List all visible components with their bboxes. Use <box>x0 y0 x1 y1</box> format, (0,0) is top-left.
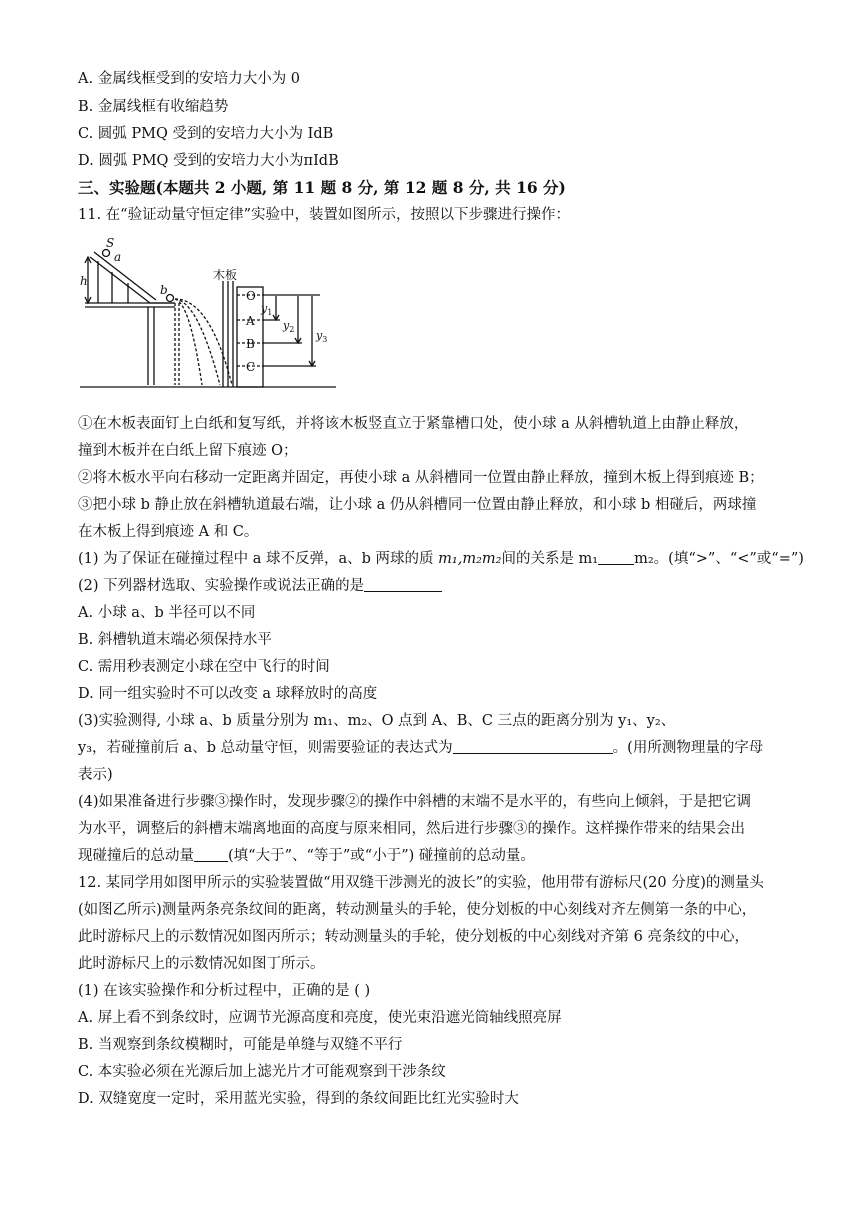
q12-part1-option-c: C. 本实验必须在光源后加上滤光片才可能观察到干涉条纹 <box>78 1064 446 1080</box>
q11-part1-mass: m₁,m₂m₂ <box>438 551 502 567</box>
q11-part4-b: 为水平，调整后的斜槽末端离地面的高度与原来相同，然后进行步骤③的操作。这样操作带来的结果会出 <box>78 821 745 837</box>
q12-part1-option-d: D. 双缝宽度一定时，采用蓝光实验，得到的条纹间距比红光实验时大 <box>78 1091 519 1107</box>
q11-part4-c-post: (填“大于”、“等于”或“小于”) 碰撞前的总动量。 <box>228 848 535 864</box>
q11-step1-a: ①在木板表面钉上白纸和复写纸，并将该木板竖直立于紧靠槽口处，使小球 a 从斜槽轨道上由静止释放， <box>78 416 749 432</box>
fig-label-a: a <box>114 250 122 264</box>
fig-label-h: h <box>80 274 88 288</box>
q11-step2: ②将木板水平向右移动一定距离并固定，再使小球 a 从斜槽同一位置由静止释放，撞到木板上得到痕迹 B； <box>78 470 764 486</box>
q11-part1-mid: 间的关系是 m₁ <box>501 551 599 567</box>
q11-part3-c: 表示) <box>78 767 113 783</box>
q11-part2-blank[interactable] <box>364 577 442 592</box>
q11-apparatus-figure <box>80 237 340 397</box>
q11-part4-blank[interactable] <box>194 847 228 862</box>
fig-label-y2-sub: 2 <box>289 325 295 334</box>
option-d-prev: D. 圆弧 PMQ 受到的安培力大小为πIdB <box>78 153 339 169</box>
fig-label-s: S <box>106 237 115 250</box>
svg-text:y2 <box>282 319 294 334</box>
q11-part4-c <box>78 846 535 866</box>
q11-part2-text: (2) 下列器材选取、实验操作或说法正确的是 <box>78 578 365 594</box>
q11-step3-b: 在木板上得到痕迹 A 和 C。 <box>78 524 259 540</box>
fig-label-y2: y <box>283 319 290 332</box>
q12-stem-b: (如图乙所示)测量两条亮条纹间的距离，转动测量头的手轮，使分划板的中心刻线对齐左侧第一条的中心， <box>78 902 757 918</box>
q12-stem-d: 此时游标尺上的示数情况如图丁所示。 <box>78 956 325 972</box>
q11-step1-b: 撞到木板并在白纸上留下痕迹 O； <box>78 443 298 459</box>
q11-part2-option-b: B. 斜槽轨道末端必须保持水平 <box>78 632 272 648</box>
q11-stem: 11. 在“验证动量守恒定律”实验中，装置如图所示，按照以下步骤进行操作： <box>78 207 570 223</box>
option-a-prev: A. 金属线框受到的安培力大小为 0 <box>78 71 301 87</box>
q12-part1-option-b: B. 当观察到条纹模糊时，可能是单缝与双缝不平行 <box>78 1037 403 1053</box>
q12-stem-a: 12. 某同学用如图甲所示的实验装置做“用双缝干涉测光的波长”的实验，他用带有游标尺(20 分度)的测量头 <box>78 875 764 891</box>
q11-part1-post: m₂。(填“>”、“<”或“=”) <box>634 551 804 567</box>
q11-part2-option-c: C. 需用秒表测定小球在空中飞行的时间 <box>78 659 330 675</box>
fig-label-b: b <box>160 283 168 297</box>
fig-label-b-mark: B <box>246 337 255 351</box>
q11-part1-blank[interactable] <box>598 550 634 565</box>
q12-stem-c: 此时游标尺上的示数情况如图丙所示；转动测量头的手轮，使分划板的中心刻线对齐第 6 亮条纹的中心， <box>78 929 749 945</box>
q11-part1 <box>78 549 804 569</box>
q11-part2-option-a: A. 小球 a、b 半径可以不同 <box>78 605 256 621</box>
q11-part3-a: (3)实验测得, 小球 a、b 质量分别为 m₁、m₂、O 点到 A、B、C 三点的距离分别为 y₁、y₂、 <box>78 713 676 729</box>
q11-part3-b-post: 。(用所测物理量的字母 <box>612 740 764 756</box>
svg-text:y1 <box>260 302 272 317</box>
q11-part4-c-pre: 现碰撞后的总动量 <box>78 848 194 864</box>
q11-part4-a: (4)如果准备进行步骤③操作时，发现步骤②的操作中斜槽的末端不是水平的，有些向上倾斜，于是把它调 <box>78 794 752 810</box>
q11-part3-b-pre: y₃，若碰撞前后 a、b 总动量守恒，则需要验证的表达式为 <box>78 740 453 756</box>
fig-label-y1: y <box>261 302 268 315</box>
section-title: 三、实验题(本题共 2 小题, 第 11 题 8 分, 第 12 题 8 分, 共 16 分) <box>78 178 566 197</box>
fig-label-o: O <box>246 289 256 303</box>
option-c-prev: C. 圆弧 PMQ 受到的安培力大小为 IdB <box>78 126 334 142</box>
fig-label-c-mark: C <box>246 360 256 374</box>
q11-part3-b <box>78 738 763 758</box>
fig-label-a-mark: A <box>246 314 255 328</box>
fig-label-y3: y <box>316 329 323 342</box>
q11-part3-blank[interactable] <box>453 739 613 754</box>
q11-part1-pre: (1) 为了保证在碰撞过程中 a 球不反弹，a、b 两球的质 <box>78 551 439 567</box>
q11-step3-a: ③把小球 b 静止放在斜槽轨道最右端，让小球 a 仍从斜槽同一位置由静止释放，和小球 b 相碰后，两球撞 <box>78 497 757 513</box>
q11-part2 <box>78 576 442 596</box>
q12-part1-option-a: A. 屏上看不到条纹时，应调节光源高度和亮度，使光束沿遮光筒轴线照亮屏 <box>78 1010 562 1026</box>
svg-text:y3 <box>315 329 327 344</box>
fig-label-y1-sub: 1 <box>267 308 273 317</box>
fig-label-y3-sub: 3 <box>322 335 328 344</box>
fig-label-board: 木板 <box>213 268 238 282</box>
option-b-prev: B. 金属线框有收缩趋势 <box>78 99 229 115</box>
q12-part1: (1) 在该实验操作和分析过程中，正确的是 ( ) <box>78 983 371 999</box>
q11-part2-option-d: D. 同一组实验时不可以改变 a 球释放时的高度 <box>78 686 378 702</box>
